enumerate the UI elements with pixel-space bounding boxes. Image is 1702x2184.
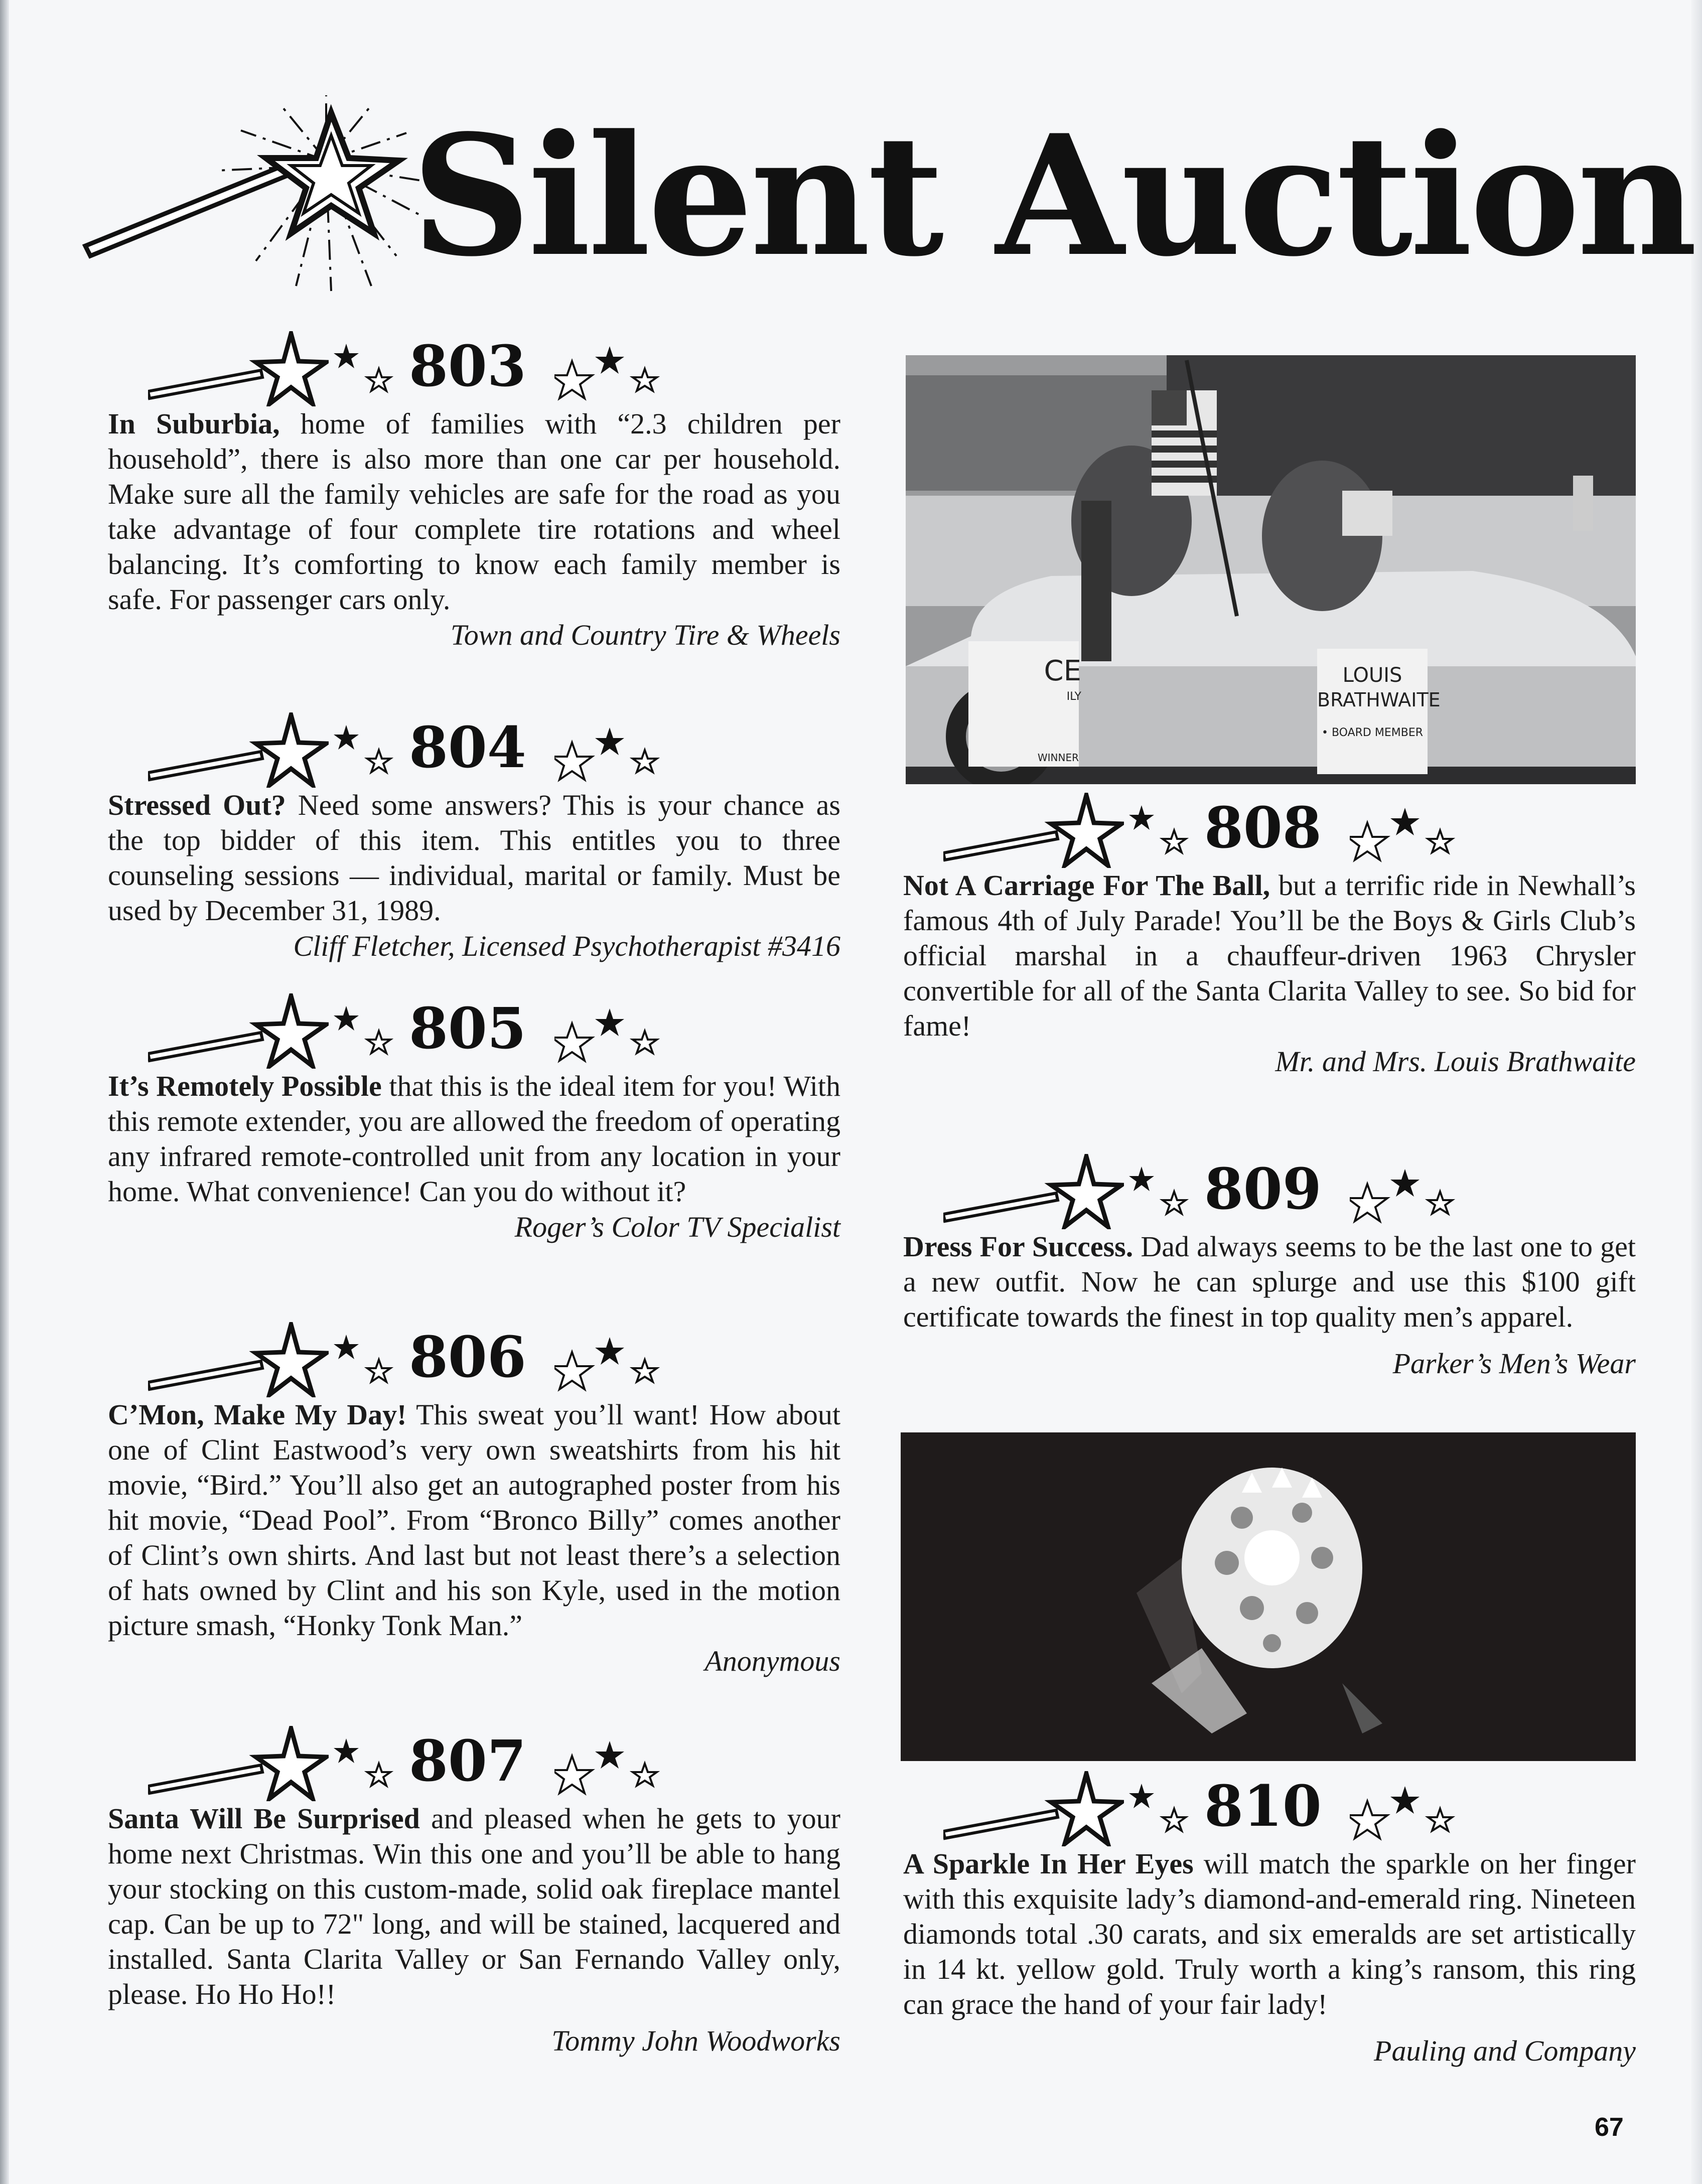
sparkle-stars-icon: [554, 1736, 665, 1796]
item-description: [903, 868, 1636, 1044]
item-lead: In Suburbia,: [108, 407, 280, 440]
item-heading: [903, 793, 1636, 868]
sparkle-stars-icon: [1350, 803, 1460, 863]
item-description: [903, 1846, 1636, 2022]
item-donor: Mr. and Mrs. Louis Brathwaite: [1275, 1045, 1636, 1078]
magic-wand-icon: [943, 1771, 1124, 1846]
item-text: home of families with “2.3 children per household”, there is also more than one car per household. Make sure all the family vehicles are safe for the road as you take advantage of four complete tire rotations and wheel balancing. It’s comforting to know each family member is safe. For passenger cars only.: [108, 407, 840, 616]
item-description: [903, 1229, 1636, 1335]
item-donor: Town and Country Tire & Wheels: [450, 619, 840, 651]
sparkle-stars-icon: [331, 1332, 401, 1392]
sparkle-stars-icon: [554, 341, 665, 401]
item-description: [108, 788, 840, 928]
item-text: will match the sparkle on her finger with this exquisite lady’s diamond-and-emerald ring. Nineteen diamonds total .30 carats, and six emeralds are set artistically in 14 kt. yellow gold. Truly worth a king’s ransom, this ring can grace the hand of your fair lady!: [903, 1847, 1636, 2020]
lot-number: 804: [409, 715, 526, 781]
item-lead: Dress For Success.: [903, 1230, 1133, 1263]
page-edge-shadow: [1691, 0, 1702, 2184]
sparkle-stars-icon: [331, 1736, 401, 1796]
page-gutter-shadow: [0, 0, 9, 2184]
sparkle-stars-icon: [1350, 1781, 1460, 1841]
lot-number: 808: [1204, 795, 1322, 861]
item-lead: It’s Remotely Possible: [108, 1070, 382, 1102]
page-header: [75, 85, 1694, 326]
magic-wand-icon: [148, 993, 329, 1069]
auction-item-803: [108, 331, 840, 653]
auction-item-810: [903, 1771, 1636, 2069]
item-lead: Stressed Out?: [108, 789, 286, 821]
item-heading: [903, 1154, 1636, 1229]
page-title: Silent Auction: [411, 98, 1694, 293]
item-donor: Cliff Fletcher, Licensed Psychotherapist #3416: [293, 930, 840, 962]
magic-wand-starburst-icon: [75, 85, 427, 296]
item-lead: Santa Will Be Surprised: [108, 1802, 420, 1835]
item-heading: [108, 712, 840, 788]
auction-item-808: [903, 793, 1636, 1080]
item-lead: Not A Carriage For The Ball,: [903, 869, 1270, 902]
car-sign-partial-text: CE: [1044, 655, 1081, 687]
lot-number: 809: [1204, 1156, 1322, 1222]
item-lead: C’Mon, Make My Day!: [108, 1398, 407, 1431]
lot-number: 810: [1204, 1774, 1322, 1839]
item-heading: [108, 1322, 840, 1397]
item-description: [108, 1397, 840, 1643]
item-text: but a terrific ride in Newhall’s famous 4th of July Parade! You’ll be the Boys & Girls Club’s official marshal in a chauffeur-driven 1963 Chrysler convertible for all of the Santa Clarita Valley to see. So bid for fame!: [903, 869, 1636, 1042]
item-heading: [108, 1726, 840, 1801]
car-sign-role: • BOARD MEMBER: [1321, 726, 1424, 739]
page-number: 67: [1595, 2113, 1624, 2142]
item-donor: Pauling and Company: [1374, 2034, 1636, 2067]
car-sign-name: LOUIS: [1342, 664, 1402, 687]
item-donor: Anonymous: [704, 1645, 840, 1677]
lot-number: 807: [409, 1728, 526, 1794]
lot-number: 803: [409, 334, 526, 399]
magic-wand-icon: [148, 1322, 329, 1397]
lot-number: 805: [409, 996, 526, 1062]
item-description: [108, 406, 840, 617]
item-heading: [108, 993, 840, 1069]
magic-wand-icon: [148, 712, 329, 788]
magic-wand-icon: [148, 331, 329, 406]
sparkle-stars-icon: [331, 341, 401, 401]
auction-item-809: [903, 1154, 1636, 1382]
magic-wand-icon: [148, 1726, 329, 1801]
item-heading: [903, 1771, 1636, 1846]
sparkle-stars-icon: [1126, 803, 1197, 863]
sparkle-stars-icon: [1126, 1781, 1197, 1841]
magic-wand-icon: [943, 793, 1124, 868]
item-donor: Parker’s Men’s Wear: [1392, 1347, 1636, 1380]
sparkle-stars-icon: [331, 722, 401, 783]
car-sign-partial-text: WINNER: [1037, 752, 1079, 764]
parade-car-photo: [906, 355, 1636, 784]
sparkle-stars-icon: [1350, 1164, 1460, 1224]
item-donor: Roger’s Color TV Specialist: [514, 1211, 840, 1243]
sparkle-stars-icon: [554, 722, 665, 783]
auction-item-807: [108, 1726, 840, 2059]
auction-item-805: [108, 993, 840, 1245]
item-text: Dad always seems to be the last one to get a new outfit. Now he can splurge and use this $100 gift certificate towards the finest in top quality men’s apparel.: [903, 1230, 1636, 1333]
item-text: and pleased when he gets to your home next Christmas. Win this one and you’ll be able to hang your stocking on this custom-made, solid oak fireplace mantel cap. Can be up to 72" long, and will be stained, lacquered and installed. Santa Clarita Valley or San Fernando Valley only, please. Ho Ho Ho!!: [108, 1802, 841, 2010]
magic-wand-icon: [943, 1154, 1124, 1229]
sparkle-stars-icon: [554, 1003, 665, 1064]
item-donor: Tommy John Woodworks: [551, 2024, 840, 2057]
convertible-car-illustration: [906, 355, 1636, 784]
item-text: that this is the ideal item for you! With this remote extender, you are allowed the freedom of operating any infrared remote-controlled unit from any location in your home. What convenience! Can you do without it?: [108, 1070, 840, 1208]
car-sign-name: BRATHWAITE: [1317, 689, 1441, 711]
ring-photo: [901, 1432, 1636, 1761]
item-description: [108, 1069, 840, 1209]
item-text: Need some answers? This is your chance as the top bidder of this item. This entitles you to three counseling sessions — individual, marital or family. Must be used by December 31, 1989.: [108, 789, 840, 927]
item-lead: A Sparkle In Her Eyes: [903, 1847, 1194, 1880]
sparkle-stars-icon: [1126, 1164, 1197, 1224]
item-description: [108, 1801, 840, 2012]
sparkle-stars-icon: [331, 1003, 401, 1064]
item-text: This sweat you’ll want! How about one of Clint Eastwood’s very own sweatshirts from his hit movie, “Bird.” You’ll also get an autographed poster from his hit movie, “Dead Pool”. From “Bronco Billy” comes another of Clint’s own shirts. And last but not least there’s a selection of hats owned by Clint and his son Kyle, used in the motion picture smash, “Honky Tonk Man.”: [108, 1398, 841, 1642]
auction-item-806: [108, 1322, 840, 1679]
auction-item-804: [108, 712, 840, 964]
sparkle-stars-icon: [554, 1332, 665, 1392]
diamond-ring-illustration: [901, 1432, 1636, 1761]
lot-number: 806: [409, 1325, 526, 1390]
item-heading: [108, 331, 840, 406]
car-sign-partial-text: ILY: [1066, 690, 1081, 703]
